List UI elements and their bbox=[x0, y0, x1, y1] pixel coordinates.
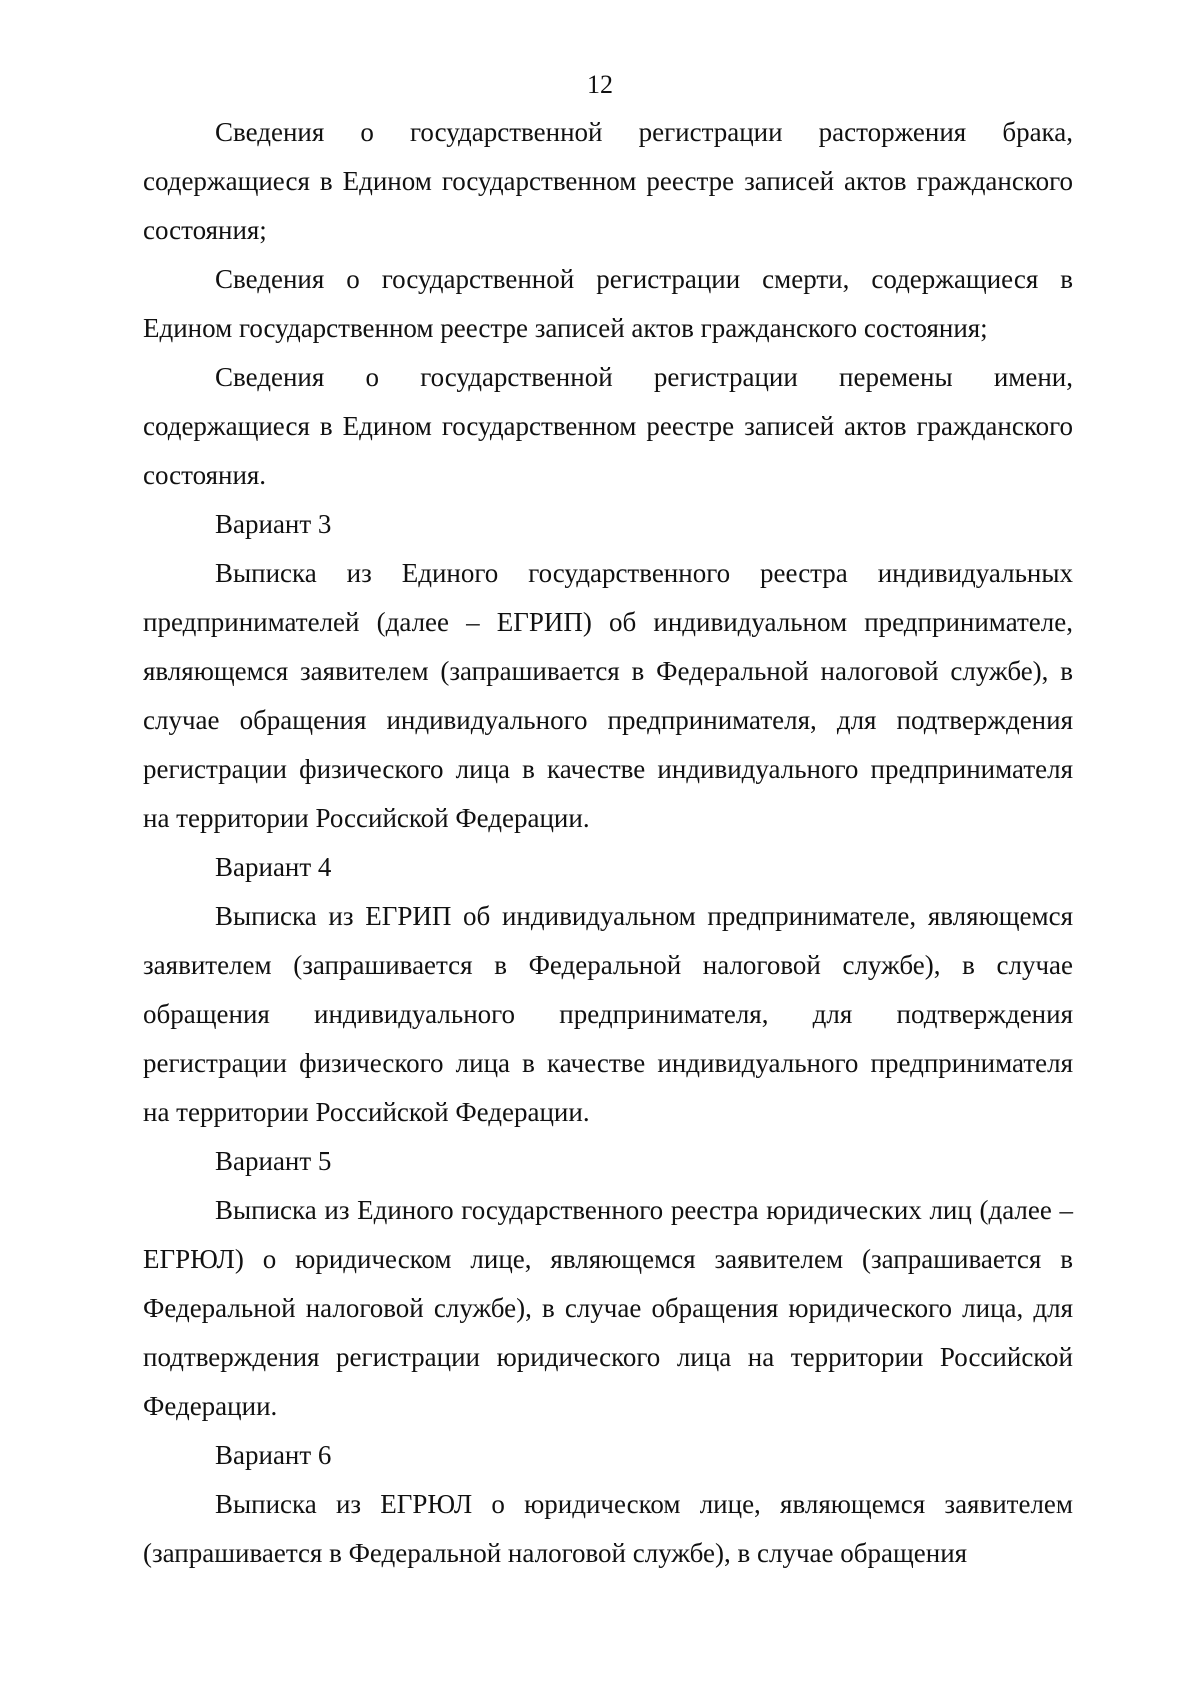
paragraph-divorce-registration: Сведения о государственной регистрации расторжения брака, содержащиеся в Едином государственном реестре записей актов гражданского состояния; bbox=[143, 117, 1073, 245]
variant-heading-3: Вариант 3 bbox=[215, 509, 332, 539]
variant-heading-6: Вариант 6 bbox=[215, 1440, 332, 1470]
paragraph-death-registration: Сведения о государственной регистрации смерти, содержащиеся в Едином государственном реестре записей актов гражданского состояния; bbox=[143, 264, 1073, 343]
page-number: 12 bbox=[587, 70, 613, 99]
document-body bbox=[143, 108, 1073, 1578]
paragraph-egrip-extract: Выписка из Единого государственного реестра индивидуальных предпринимателей (далее – ЕГРИП) об индивидуальном предпринимателе, являющемся заявителем (запрашивается в Федеральной налоговой службе), в случае обращения индивидуального предпринимателя, для подтверждения регистрации физического лица в качестве индивидуального предпринимателя на территории Российской Федерации. bbox=[143, 558, 1073, 833]
paragraph-egrul-short-extract: Выписка из ЕГРЮЛ о юридическом лице, являющемся заявителем (запрашивается в Федеральной налоговой службе), в случае обращения bbox=[143, 1489, 1073, 1568]
paragraph-egrul-extract: Выписка из Единого государственного реестра юридических лиц (далее – ЕГРЮЛ) о юридическом лице, являющемся заявителем (запрашивается в Федеральной налоговой службе), в случае обращения юридического лица, для подтверждения регистрации юридического лица на территории Российской Федерации. bbox=[143, 1195, 1073, 1421]
paragraph-name-change-registration: Сведения о государственной регистрации перемены имени, содержащиеся в Едином государственном реестре записей актов гражданского состояния. bbox=[143, 362, 1073, 490]
variant-heading-5: Вариант 5 bbox=[215, 1146, 332, 1176]
variant-heading-4: Вариант 4 bbox=[215, 852, 332, 882]
paragraph-egrip-short-extract: Выписка из ЕГРИП об индивидуальном предпринимателе, являющемся заявителем (запрашивается в Федеральной налоговой службе), в случае обращения индивидуального предпринимателя, для подтверждения регистрации физического лица в качестве индивидуального предпринимателя на территории Российской Федерации. bbox=[143, 901, 1073, 1127]
